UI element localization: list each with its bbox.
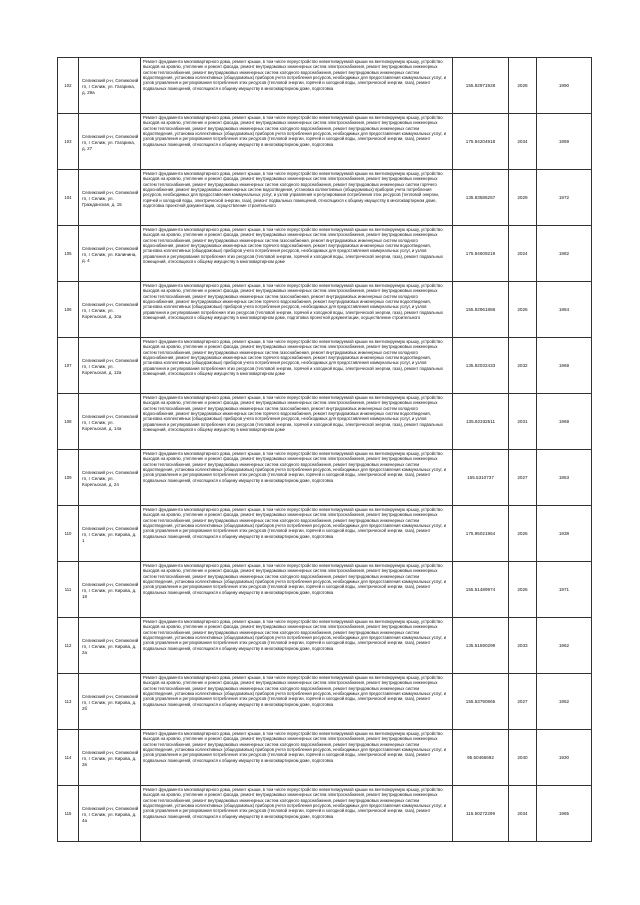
row-built-year: 1962 [537, 618, 592, 674]
row-built-year: 1968 [537, 338, 592, 394]
row-amount: 135.51590299 [453, 618, 509, 674]
row-built-year: 1965 [537, 786, 592, 842]
row-year: 2026 [509, 562, 537, 618]
row-year: 2027 [509, 450, 537, 506]
table-row [58, 562, 592, 618]
table-row [58, 170, 592, 226]
row-works-cell [141, 170, 453, 226]
row-address: Селижский р-н, Селижский гп, г Селиж, ул. Корельская, д. 14а [79, 394, 141, 450]
row-works: Ремонт фундамента многоквартирного дома, ремонт крыши, в том числе переустройство невентилируемой крыши на вентилируемую крышу, устройство выходов на кровлю, утепление и ремонт фасада, ремонт внутридомовых инженерных систем электроснабжения, ремонт внутридомовых инженерных систем теплоснабжения, ремонт внутридомовых инженерных систем газоснабжения, ремонт внутридомовых инженерных систем холодного водоснабжения, ремонт внутридомовых инженерных систем горячего водоснабжения, ремонт внутридомовых инженерных систем водоотведения, установка коллективных (общедомовых) приборов учета потребления ресурсов, необходимых для предоставления коммунальных услуг, и узлов управления и регулирования потребления этих ресурсов (тепловой энергии, горячей и холодной воды, электрической энергии, газа), ремонт подвальных помещений, относящихся к общему имуществу в многоквартирном доме [143, 395, 443, 433]
row-built-year: 1968 [537, 394, 592, 450]
row-works: Ремонт фундамента многоквартирного дома, ремонт крыши, в том числе переустройство невентилируемой крыши на вентилируемую крышу, устройство выходов на кровлю, утепление и ремонт фасада, ремонт внутридомовых инженерных систем электроснабжения, ремонт внутридомовых инженерных систем теплоснабжения, ремонт внутридомовых инженерных систем холодного водоснабжения, ремонт внутридомовых инженерных систем горячего водоснабжения, ремонт внутридомовых инженерных систем водоотведения, установка коллективных (общедомовых) приборов учета потребления ресурсов, необходимых для предоставления коммунальных услуг, и узлов управления и регулирования потребления этих ресурсов (тепловой энергии, горячей и холодной воды, электрической энергии, газа), ремонт подвальных помещений, относящихся к общему имуществу в многоквартирном доме, подготовка проектной документации, осуществление строительного [143, 171, 443, 209]
row-year: 2029 [509, 170, 537, 226]
row-amount: 175.94204918 [453, 114, 509, 170]
row-amount: 115.50272299 [453, 786, 509, 842]
row-works-cell [141, 226, 453, 282]
row-amount: 155.5310737 [453, 450, 509, 506]
row-number: 109 [58, 450, 79, 506]
works-table [57, 57, 592, 842]
table-row [58, 618, 592, 674]
row-number: 107 [58, 338, 79, 394]
table-row [58, 338, 592, 394]
row-number: 106 [58, 282, 79, 338]
row-address: Селижский р-н, Селижский гп, г Селиж, ул. Гражданская, д. 15 [79, 170, 141, 226]
row-amount: 155.92961886 [453, 282, 509, 338]
row-works: Ремонт фундамента многоквартирного дома, ремонт крыши, в том числе переустройство невентилируемой крыши на вентилируемую крышу, устройство выходов на кровлю, утепление и ремонт фасада, ремонт внутридомовых инженерных систем электроснабжения, ремонт внутридомовых инженерных систем теплоснабжения, ремонт внутридомовых инженерных систем газоснабжения, ремонт внутридомовых инженерных систем холодного водоснабжения, ремонт внутридомовых инженерных систем горячего водоснабжения, ремонт внутридомовых инженерных систем водоотведения, установка коллективных (общедомовых) приборов учета потребления ресурсов, необходимых для предоставления коммунальных услуг, и узлов управления и регулирования потребления этих ресурсов (тепловой энергии, горячей и холодной воды, электрической энергии, газа), ремонт подвальных помещений, относящихся к общему имуществу в многоквартирном доме, подготовка проектной документации, осуществление строительного [143, 283, 443, 321]
row-works: Ремонт фундамента многоквартирного дома, ремонт крыши, в том числе переустройство невентилируемой крыши на вентилируемую крышу, устройство выходов на кровлю, утепление и ремонт фасада, ремонт внутридомовых инженерных систем электроснабжения, ремонт внутридомовых инженерных систем теплоснабжения, ремонт внутридомовых инженерных систем холодного водоснабжения, ремонт внутридомовых инженерных систем водоотведения, установка коллективных (общедомовых) приборов учета потребления ресурсов, необходимых для предоставления коммунальных услуг, и узлов управления и регулирования потребления этих ресурсов (тепловой энергии, горячей и холодной воды, электрической энергии, газа), ремонт подвальных помещений, относящихся к общему имуществу в многоквартирном доме, подготовка [143, 787, 447, 819]
row-works: Ремонт фундамента многоквартирного дома, ремонт крыши, в том числе переустройство невентилируемой крыши на вентилируемую крышу, устройство выходов на кровлю, утепление и ремонт фасада, ремонт внутридомовых инженерных систем электроснабжения, ремонт внутридомовых инженерных систем теплоснабжения, ремонт внутридомовых инженерных систем холодного водоснабжения, ремонт внутридомовых инженерных систем водоотведения, установка коллективных (общедомовых) приборов учета потребления ресурсов, необходимых для предоставления коммунальных услуг, и узлов управления и регулирования потребления этих ресурсов (тепловой энергии, горячей и холодной воды, электрической энергии, газа), ремонт подвальных помещений, относящихся к общему имуществу в многоквартирном доме, подготовка [143, 451, 447, 483]
row-address: Селижский р-н, Селижский гп, г Селиж, ул. Калинина, д. 4 [79, 226, 141, 282]
row-built-year: 1952 [537, 674, 592, 730]
row-amount: 155.51489974 [453, 562, 509, 618]
row-built-year: 1990 [537, 58, 592, 114]
row-number: 105 [58, 226, 79, 282]
row-address: Селижский р-н, Селижский гп, г Селиж, ул. Гагарина, д. 29а [79, 58, 141, 114]
row-amount: 135.92332511 [453, 394, 509, 450]
row-year: 2034 [509, 786, 537, 842]
row-number: 113 [58, 674, 79, 730]
row-works: Ремонт фундамента многоквартирного дома, ремонт крыши, в том числе переустройство невентилируемой крыши на вентилируемую крышу, устройство выходов на кровлю, утепление и ремонт фасада, ремонт внутридомовых инженерных систем электроснабжения, ремонт внутридомовых инженерных систем теплоснабжения, ремонт внутридомовых инженерных систем холодного водоснабжения, ремонт внутридомовых инженерных систем водоотведения, установка коллективных (общедомовых) приборов учета потребления ресурсов, необходимых для предоставления коммунальных услуг, и узлов управления и регулирования потребления этих ресурсов (тепловой энергии, горячей и холодной воды, электрической энергии, газа), ремонт подвальных помещений, относящихся к общему имуществу в многоквартирном доме, подготовка [143, 507, 447, 539]
row-address: Селижский р-н, Селижский гп, г Селиж, ул. Корельская, д. 10а [79, 282, 141, 338]
row-year: 2028 [509, 58, 537, 114]
row-built-year: 1971 [537, 562, 592, 618]
row-address: Селижский р-н, Селижский гп, г Селиж, ул. Кирова, д. 2а [79, 618, 141, 674]
row-year: 2032 [509, 338, 537, 394]
row-number: 103 [58, 114, 79, 170]
row-number: 115 [58, 786, 79, 842]
row-amount: 175.95021964 [453, 506, 509, 562]
row-address: Селижский р-н, Селижский гп, г Селиж, ул. Кирова, д. 1 [79, 506, 141, 562]
row-address: Селижский р-н, Селижский гп, г Селиж, ул. Кирова, д. 4а [79, 786, 141, 842]
row-amount: 155.92971928 [453, 58, 509, 114]
row-built-year: 1959 [537, 114, 592, 170]
row-works: Ремонт фундамента многоквартирного дома, ремонт крыши, в том числе переустройство невентилируемой крыши на вентилируемую крышу, устройство выходов на кровлю, утепление и ремонт фасада, ремонт внутридомовых инженерных систем электроснабжения, ремонт внутридомовых инженерных систем теплоснабжения, ремонт внутридомовых инженерных систем холодного водоснабжения, ремонт внутридомовых инженерных систем водоотведения, установка коллективных (общедомовых) приборов учета потребления ресурсов, необходимых для предоставления коммунальных услуг, и узлов управления и регулирования потребления этих ресурсов (тепловой энергии, горячей и холодной воды, электрической энергии, газа), ремонт подвальных помещений, относящихся к общему имуществу в многоквартирном доме, подготовка [143, 675, 447, 707]
table-row [58, 730, 592, 786]
row-works: Ремонт фундамента многоквартирного дома, ремонт крыши, в том числе переустройство невентилируемой крыши на вентилируемую крышу, устройство выходов на кровлю, утепление и ремонт фасада, ремонт внутридомовых инженерных систем электроснабжения, ремонт внутридомовых инженерных систем теплоснабжения, ремонт внутридомовых инженерных систем газоснабжения, ремонт внутридомовых инженерных систем холодного водоснабжения, ремонт внутридомовых инженерных систем горячего водоснабжения, ремонт внутридомовых инженерных систем водоотведения, установка коллективных (общедомовых) приборов учета потребления ресурсов, необходимых для предоставления коммунальных услуг, и узлов управления и регулирования потребления этих ресурсов (тепловой энергии, горячей и холодной воды, электрической энергии, газа), ремонт подвальных помещений, относящихся к общему имуществу в многоквартирном доме [143, 339, 443, 377]
row-number: 110 [58, 506, 79, 562]
row-built-year: 1982 [537, 226, 592, 282]
table-row [58, 282, 592, 338]
row-built-year: 1972 [537, 170, 592, 226]
table-row [58, 394, 592, 450]
row-amount: 135.93586257 [453, 170, 509, 226]
row-year: 2027 [509, 674, 537, 730]
row-address: Селижский р-н, Селижский гп, г Селиж, ул. Кирова, д. 2б [79, 674, 141, 730]
row-built-year: 1984 [537, 282, 592, 338]
row-year: 2034 [509, 114, 537, 170]
row-works: Ремонт фундамента многоквартирного дома, ремонт крыши, в том числе переустройство невентилируемой крыши на вентилируемую крышу, устройство выходов на кровлю, утепление и ремонт фасада, ремонт внутридомовых инженерных систем электроснабжения, ремонт внутридомовых инженерных систем теплоснабжения, ремонт внутридомовых инженерных систем холодного водоснабжения, ремонт внутридомовых инженерных систем водоотведения, установка коллективных (общедомовых) приборов учета потребления ресурсов, необходимых для предоставления коммунальных услуг, и узлов управления и регулирования потребления этих ресурсов (тепловой энергии, горячей и холодной воды, электрической энергии, газа), ремонт подвальных помещений, относящихся к общему имуществу в многоквартирном доме, подготовка [143, 115, 447, 147]
row-year: 2026 [509, 282, 537, 338]
row-year: 2026 [509, 506, 537, 562]
row-works-cell [141, 282, 453, 338]
row-year: 2024 [509, 226, 537, 282]
row-works-cell [141, 506, 453, 562]
row-works-cell [141, 394, 453, 450]
row-number: 111 [58, 562, 79, 618]
row-address: Селижский р-н, Селижский гп, г Селиж, ул. Кирова, д. 2в [79, 730, 141, 786]
row-number: 112 [58, 618, 79, 674]
row-works-cell [141, 730, 453, 786]
row-works: Ремонт фундамента многоквартирного дома, ремонт крыши, в том числе переустройство невентилируемой крыши на вентилируемую крышу, устройство выходов на кровлю, утепление и ремонт фасада, ремонт внутридомовых инженерных систем электроснабжения, ремонт внутридомовых инженерных систем теплоснабжения, ремонт внутридомовых инженерных систем холодного водоснабжения, ремонт внутридомовых инженерных систем водоотведения, установка коллективных (общедомовых) приборов учета потребления ресурсов, необходимых для предоставления коммунальных услуг, и узлов управления и регулирования потребления этих ресурсов (тепловой энергии, горячей и холодной воды, электрической энергии, газа), ремонт подвальных помещений, относящихся к общему имуществу в многоквартирном доме, подготовка [143, 731, 447, 763]
table-row [58, 506, 592, 562]
row-works: Ремонт фундамента многоквартирного дома, ремонт крыши, в том числе переустройство невентилируемой крыши на вентилируемую крышу, устройство выходов на кровлю, утепление и ремонт фасада, ремонт внутридомовых инженерных систем электроснабжения, ремонт внутридомовых инженерных систем теплоснабжения, ремонт внутридомовых инженерных систем газоснабжения, ремонт внутридомовых инженерных систем холодного водоснабжения, ремонт внутридомовых инженерных систем горячего водоснабжения, ремонт внутридомовых инженерных систем водоотведения, установка коллективных (общедомовых) приборов учета потребления ресурсов, необходимых для предоставления коммунальных услуг, и узлов управления и регулирования потребления этих ресурсов (тепловой энергии, горячей и холодной воды, электрической энергии, газа), ремонт подвальных помещений, относящихся к общему имуществу в многоквартирном доме [143, 227, 443, 265]
row-works: Ремонт фундамента многоквартирного дома, ремонт крыши, в том числе переустройство невентилируемой крыши на вентилируемую крышу, устройство выходов на кровлю, утепление и ремонт фасада, ремонт внутридомовых инженерных систем электроснабжения, ремонт внутридомовых инженерных систем теплоснабжения, ремонт внутридомовых инженерных систем холодного водоснабжения, ремонт внутридомовых инженерных систем водоотведения, установка коллективных (общедомовых) приборов учета потребления ресурсов, необходимых для предоставления коммунальных услуг, и узлов управления и регулирования потребления этих ресурсов (тепловой энергии, горячей и холодной воды, электрической энергии, газа), ремонт подвальных помещений, относящихся к общему имуществу в многоквартирном доме, подготовка [143, 563, 447, 595]
row-amount: 135.92032433 [453, 338, 509, 394]
row-year: 2033 [509, 618, 537, 674]
row-address: Селижский р-н, Селижский гп, г Селиж, ул. Корельская, д. 24 [79, 450, 141, 506]
row-number: 102 [58, 58, 79, 114]
row-amount: 155.53790865 [453, 674, 509, 730]
row-address: Селижский р-н, Селижский гп, г Селиж, ул. Корельская, д. 12а [79, 338, 141, 394]
row-year: 2040 [509, 730, 537, 786]
works-table-body [58, 58, 592, 842]
row-number: 104 [58, 170, 79, 226]
row-address: Селижский р-н, Селижский гп, г Селиж, ул. Гагарина, д. 27 [79, 114, 141, 170]
row-works-cell [141, 114, 453, 170]
table-row [58, 114, 592, 170]
table-row [58, 226, 592, 282]
row-built-year: 1938 [537, 506, 592, 562]
row-built-year: 1930 [537, 730, 592, 786]
row-number: 114 [58, 730, 79, 786]
row-amount: 175.94609219 [453, 226, 509, 282]
row-year: 2031 [509, 394, 537, 450]
row-built-year: 1953 [537, 450, 592, 506]
row-works-cell [141, 58, 453, 114]
row-works-cell [141, 618, 453, 674]
table-row [58, 450, 592, 506]
row-amount: 95.50466692 [453, 730, 509, 786]
row-works-cell [141, 786, 453, 842]
table-row [58, 786, 592, 842]
table-row [58, 58, 592, 114]
row-works-cell [141, 450, 453, 506]
row-works: Ремонт фундамента многоквартирного дома, ремонт крыши, в том числе переустройство невентилируемой крыши на вентилируемую крышу, устройство выходов на кровлю, утепление и ремонт фасада, ремонт внутридомовых инженерных систем электроснабжения, ремонт внутридомовых инженерных систем теплоснабжения, ремонт внутридомовых инженерных систем холодного водоснабжения, ремонт внутридомовых инженерных систем водоотведения, установка коллективных (общедомовых) приборов учета потребления ресурсов, необходимых для предоставления коммунальных услуг, и узлов управления и регулирования потребления этих ресурсов (тепловой энергии, горячей и холодной воды, электрической энергии, газа), ремонт подвальных помещений, относящихся к общему имуществу в многоквартирном доме, подготовка [143, 619, 447, 651]
table-row [58, 674, 592, 730]
row-number: 108 [58, 394, 79, 450]
row-works-cell [141, 338, 453, 394]
row-works-cell [141, 562, 453, 618]
row-works: Ремонт фундамента многоквартирного дома, ремонт крыши, в том числе переустройство невентилируемой крыши на вентилируемую крышу, устройство выходов на кровлю, утепление и ремонт фасада, ремонт внутридомовых инженерных систем электроснабжения, ремонт внутридомовых инженерных систем теплоснабжения, ремонт внутридомовых инженерных систем холодного водоснабжения, ремонт внутридомовых инженерных систем водоотведения, установка коллективных (общедомовых) приборов учета потребления ресурсов, необходимых для предоставления коммунальных услуг, и узлов управления и регулирования потребления этих ресурсов (тепловой энергии, горячей и холодной воды, электрической энергии, газа), ремонт подвальных помещений, относящихся к общему имуществу в многоквартирном доме, подготовка [143, 59, 447, 91]
row-works-cell [141, 674, 453, 730]
row-address: Селижский р-н, Селижский гп, г Селиж, ул. Кирова, д. 18 [79, 562, 141, 618]
